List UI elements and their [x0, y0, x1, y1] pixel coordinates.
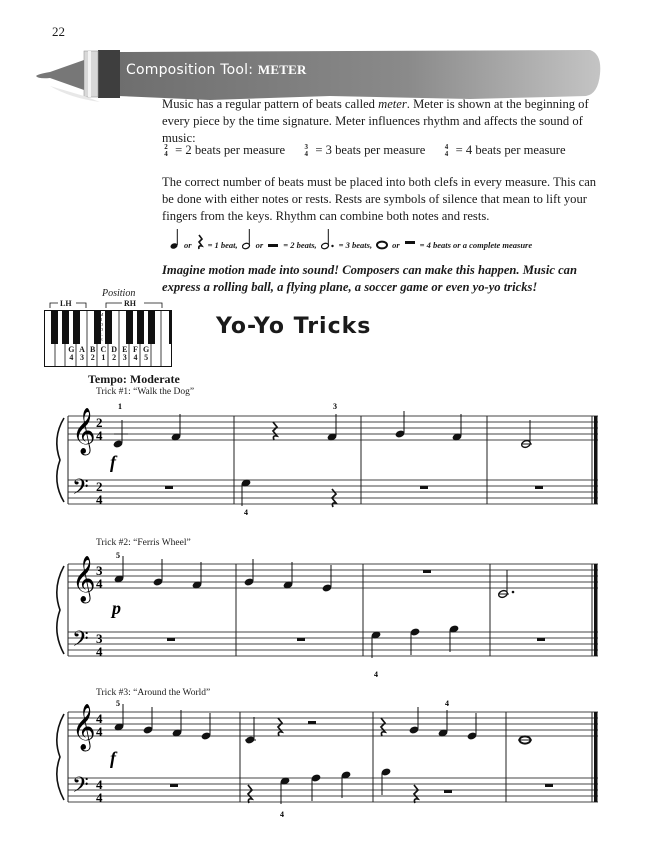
trick-3-title: Trick #3: “Around the World” — [96, 688, 211, 698]
whole-rest-icon — [404, 240, 416, 250]
bass-clef-icon: 𝄢 — [72, 773, 89, 803]
key-label: F 4 — [133, 345, 138, 362]
term-meter: meter — [378, 97, 407, 111]
tempo-marking: Tempo: Moderate — [88, 372, 180, 386]
piece-title: Yo-Yo Tricks — [216, 314, 372, 339]
position-label: Position — [102, 288, 136, 299]
trick-2-title: Trick #2: “Ferris Wheel” — [96, 538, 191, 548]
svg-text:2: 2 — [96, 415, 103, 430]
quarter-rest-icon — [196, 234, 204, 250]
treble-clef-icon: 𝄞 — [72, 408, 96, 454]
fingering: 4 — [445, 700, 449, 708]
trick-2-grand-staff — [36, 550, 616, 680]
fingering: 5 — [116, 700, 120, 708]
fingering: 1 — [118, 402, 122, 411]
svg-text:3: 3 — [96, 563, 103, 578]
fingering: 3 — [333, 402, 337, 411]
key-label: D 2 — [111, 345, 117, 362]
treble-clef-icon: 𝄞 — [72, 704, 96, 750]
brace-icon — [57, 566, 64, 654]
fingering: 4 — [374, 670, 378, 679]
middle-c-label: MIDDLE — [99, 312, 104, 342]
beats-paragraph: The correct number of beats must be placed into both clefs in every measure. This can be done with either notes or rests. Rests are symbols of silence that mean to lift your fingers from the keys. Rhythm can combine both notes and rests. — [162, 175, 597, 223]
page-number: 22 — [52, 24, 65, 39]
lh-label: LH — [60, 299, 72, 308]
trick-3-grand-staff — [36, 700, 616, 830]
svg-text:3: 3 — [96, 631, 103, 646]
svg-text:4: 4 — [96, 790, 103, 805]
bass-clef-icon: 𝄢 — [72, 475, 89, 505]
svg-text:4: 4 — [96, 492, 103, 507]
rh-label: RH — [124, 299, 136, 308]
meter-examples — [162, 143, 580, 158]
fingering: 4 — [244, 508, 248, 517]
svg-text:4: 4 — [96, 711, 103, 726]
text: Music has a regular pattern of beats called — [162, 97, 379, 111]
quarter-note-icon — [170, 228, 180, 250]
trick-1-grand-staff — [36, 398, 616, 528]
treble-clef-icon: 𝄞 — [72, 556, 96, 602]
key-label: C 1 — [100, 345, 107, 362]
whole-note-icon — [376, 240, 388, 250]
trick-1-title: Trick #1: “Walk the Dog” — [96, 387, 195, 397]
text: . Meter is shown at the beginning of every piece by the time signature. Meter influences rhythm and affects the sound of music: — [162, 97, 589, 145]
svg-text:4: 4 — [96, 724, 103, 739]
meter-3-4: 3 4 = 3 beats per measure — [302, 143, 428, 157]
motion-paragraph: Imagine motion made into sound! Composers can make this happen. Music can express a rolling ball, a flying plane, a soccer game or even yo-yo tricks! — [162, 263, 577, 294]
key-label: A 3 — [79, 345, 85, 362]
paintbrush-banner — [30, 46, 630, 102]
time-signature-icon: 2 4 — [164, 143, 168, 159]
key-label: G 4 — [68, 345, 75, 362]
fingering: 4 — [280, 810, 284, 819]
time-signature-icon: 4 4 — [444, 143, 449, 159]
svg-text:4: 4 — [96, 777, 103, 792]
meter-intro-paragraph — [162, 96, 602, 147]
key-label: E 3 — [122, 345, 128, 362]
key-label: G 5 — [143, 345, 150, 362]
banner-topic: METER — [257, 62, 307, 77]
keyboard-position-diagram — [44, 288, 174, 368]
bass-clef-icon: 𝄢 — [72, 627, 89, 657]
banner-label: Composition Tool: — [126, 62, 254, 78]
time-signature-icon: 3 4 — [304, 143, 308, 159]
banner-title — [126, 62, 307, 78]
meter-2-4: 2 4 = 2 beats per measure — [162, 143, 288, 157]
key-labels — [66, 346, 152, 362]
dynamic-marking: f — [110, 748, 116, 768]
meter-4-4: 4 4 = 4 beats per measure — [442, 143, 565, 157]
brace-icon — [57, 714, 64, 800]
dotted-half-note-icon — [321, 228, 335, 250]
svg-text:2: 2 — [96, 479, 103, 494]
svg-text:4: 4 — [96, 576, 103, 591]
svg-text:4: 4 — [96, 428, 103, 443]
svg-text:4: 4 — [96, 644, 103, 659]
fingering: 5 — [116, 551, 120, 560]
brace-icon — [57, 418, 64, 502]
key-label: B 2 — [90, 345, 96, 362]
half-rest-icon — [267, 240, 279, 250]
half-note-icon — [242, 228, 252, 250]
dynamic-marking: f — [110, 452, 116, 472]
rhythm-legend: or = 1 beat, or = 2 beats, = 3 beats, or = 4 beats or a complete measure — [170, 228, 532, 250]
dynamic-marking: p — [112, 598, 121, 618]
